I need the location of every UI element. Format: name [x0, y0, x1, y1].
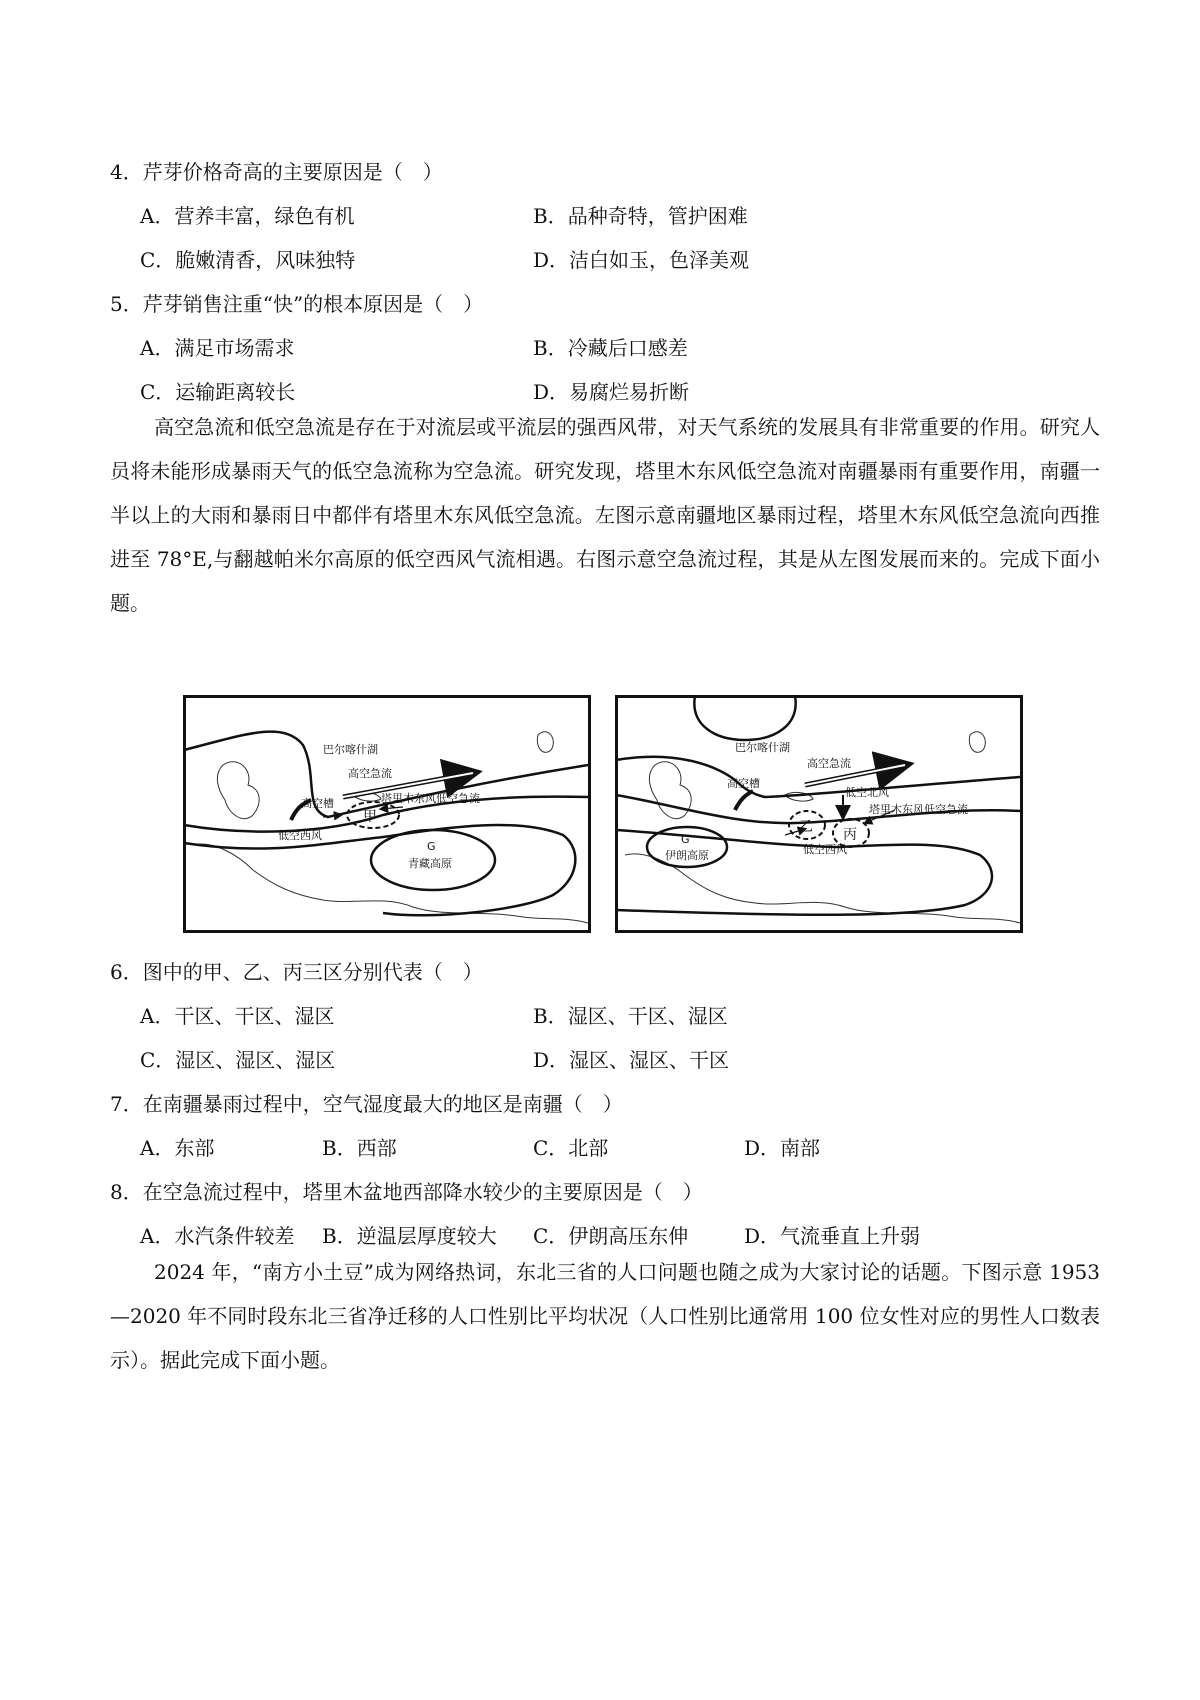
map-left-svg: [183, 695, 591, 933]
map-left-rainstorm: [183, 695, 591, 933]
passage-jet-stream-text: 高空急流和低空急流是存在于对流层或平流层的强西风带，对天气系统的发展具有非常重要的作用。研究人员将未能形成暴雨天气的低空急流称为空急流。研究发现，塔里木东风低空急流对南疆暴雨有重要作用，南疆一半以上的大雨和暴雨日中都伴有塔里木东风低空急流。左图示意南疆地区暴雨过程，塔里木东风低空急流向西推进至 78°E,与翻越帕米尔高原的低空西风气流相遇。右图示意空急流过程，其是从左图发展而来的。完成下面小题。: [110, 415, 1100, 615]
map-left-high-label: G: [427, 840, 436, 853]
question-5-option-d: D．易腐烂易折断: [533, 380, 690, 404]
map-left-high-jet-label: 高空急流: [348, 767, 392, 780]
passage-population-text: 2024 年，“南方小土豆”成为网络热词，东北三省的人口问题也随之成为大家讨论的话题。下图示意 1953—2020 年不同时段东北三省净迁移的人口性别比平均状况（人口性别比通常用 100 位女性对应的男性人口数表示）。据此完成下面小题。: [110, 1260, 1100, 1372]
question-4-option-b: B．品种奇特，管护困难: [533, 204, 748, 228]
map-left-zone-label: 甲: [363, 809, 377, 825]
question-5-option-c: C．运输距离较长: [140, 380, 296, 404]
passage-population: [110, 1250, 1100, 1382]
question-7-option-d: D．南部: [744, 1136, 821, 1160]
question-5-option-a: A．满足市场需求: [140, 336, 295, 360]
question-6-option-c: C．湿区、湿区、湿区: [140, 1048, 336, 1072]
map-left-lake-label: 巴尔喀什湖: [323, 743, 378, 756]
question-8-stem: 8．在空急流过程中，塔里木盆地西部降水较少的主要原因是（ ）: [110, 1180, 703, 1204]
map-right-trough-label: 高空槽: [727, 777, 760, 790]
map-right-plateau-label: 伊朗高原: [665, 849, 709, 862]
question-8-option-c: C．伊朗高压东伸: [533, 1224, 689, 1248]
map-right-north-wind-label: 低空北风: [845, 786, 889, 799]
map-right-high-jet-label: 高空急流: [807, 757, 851, 770]
map-right-zone-yi-label: 乙: [799, 819, 813, 835]
question-4-option-d: D．洁白如玉，色泽美观: [533, 248, 750, 272]
question-4-stem: 4．芹芽价格奇高的主要原因是（ ）: [110, 160, 443, 184]
question-7-stem: 7．在南疆暴雨过程中，空气湿度最大的地区是南疆（ ）: [110, 1092, 623, 1116]
question-6-stem: 6．图中的甲、乙、丙三区分别代表（ ）: [110, 960, 483, 984]
map-right-tarim-jet-label: 塔里木东风低空急流: [869, 803, 968, 816]
map-right-high-label: G: [681, 833, 690, 846]
question-4-option-c: C．脆嫩清香，风味独特: [140, 248, 356, 272]
question-6-option-d: D．湿区、湿区、干区: [533, 1048, 730, 1072]
question-6-option-b: B．湿区、干区、湿区: [533, 1004, 728, 1028]
question-8-option-b: B．逆温层厚度较大: [322, 1224, 497, 1248]
map-left-west-wind-label: 低空西风: [278, 829, 322, 842]
question-8-option-a: A．水汽条件较差: [140, 1224, 295, 1248]
map-right-zone-bing-label: 丙: [843, 827, 857, 843]
question-7-option-b: B．西部: [322, 1136, 397, 1160]
map-right-svg: [615, 695, 1023, 933]
question-4-option-a: A．营养丰富，绿色有机: [140, 204, 355, 228]
map-right-west-wind-label: 低空西风: [803, 843, 847, 856]
question-7-option-c: C．北部: [533, 1136, 609, 1160]
map-right-empty-jet: [615, 695, 1023, 933]
map-left-plateau-label: 青藏高原: [408, 857, 452, 870]
question-7-option-a: A．东部: [140, 1136, 215, 1160]
question-6-option-a: A．干区、干区、湿区: [140, 1004, 335, 1028]
question-8-option-d: D．气流垂直上升弱: [744, 1224, 921, 1248]
question-5-stem: 5．芹芽销售注重“快”的根本原因是（ ）: [110, 292, 484, 316]
map-left-trough-label: 高空槽: [301, 797, 334, 810]
map-right-lake-label: 巴尔喀什湖: [735, 741, 790, 754]
passage-jet-stream: [110, 405, 1100, 625]
question-5-option-b: B．冷藏后口感差: [533, 336, 688, 360]
map-left-tarim-jet-label: 塔里木东风低空急流: [381, 792, 480, 805]
